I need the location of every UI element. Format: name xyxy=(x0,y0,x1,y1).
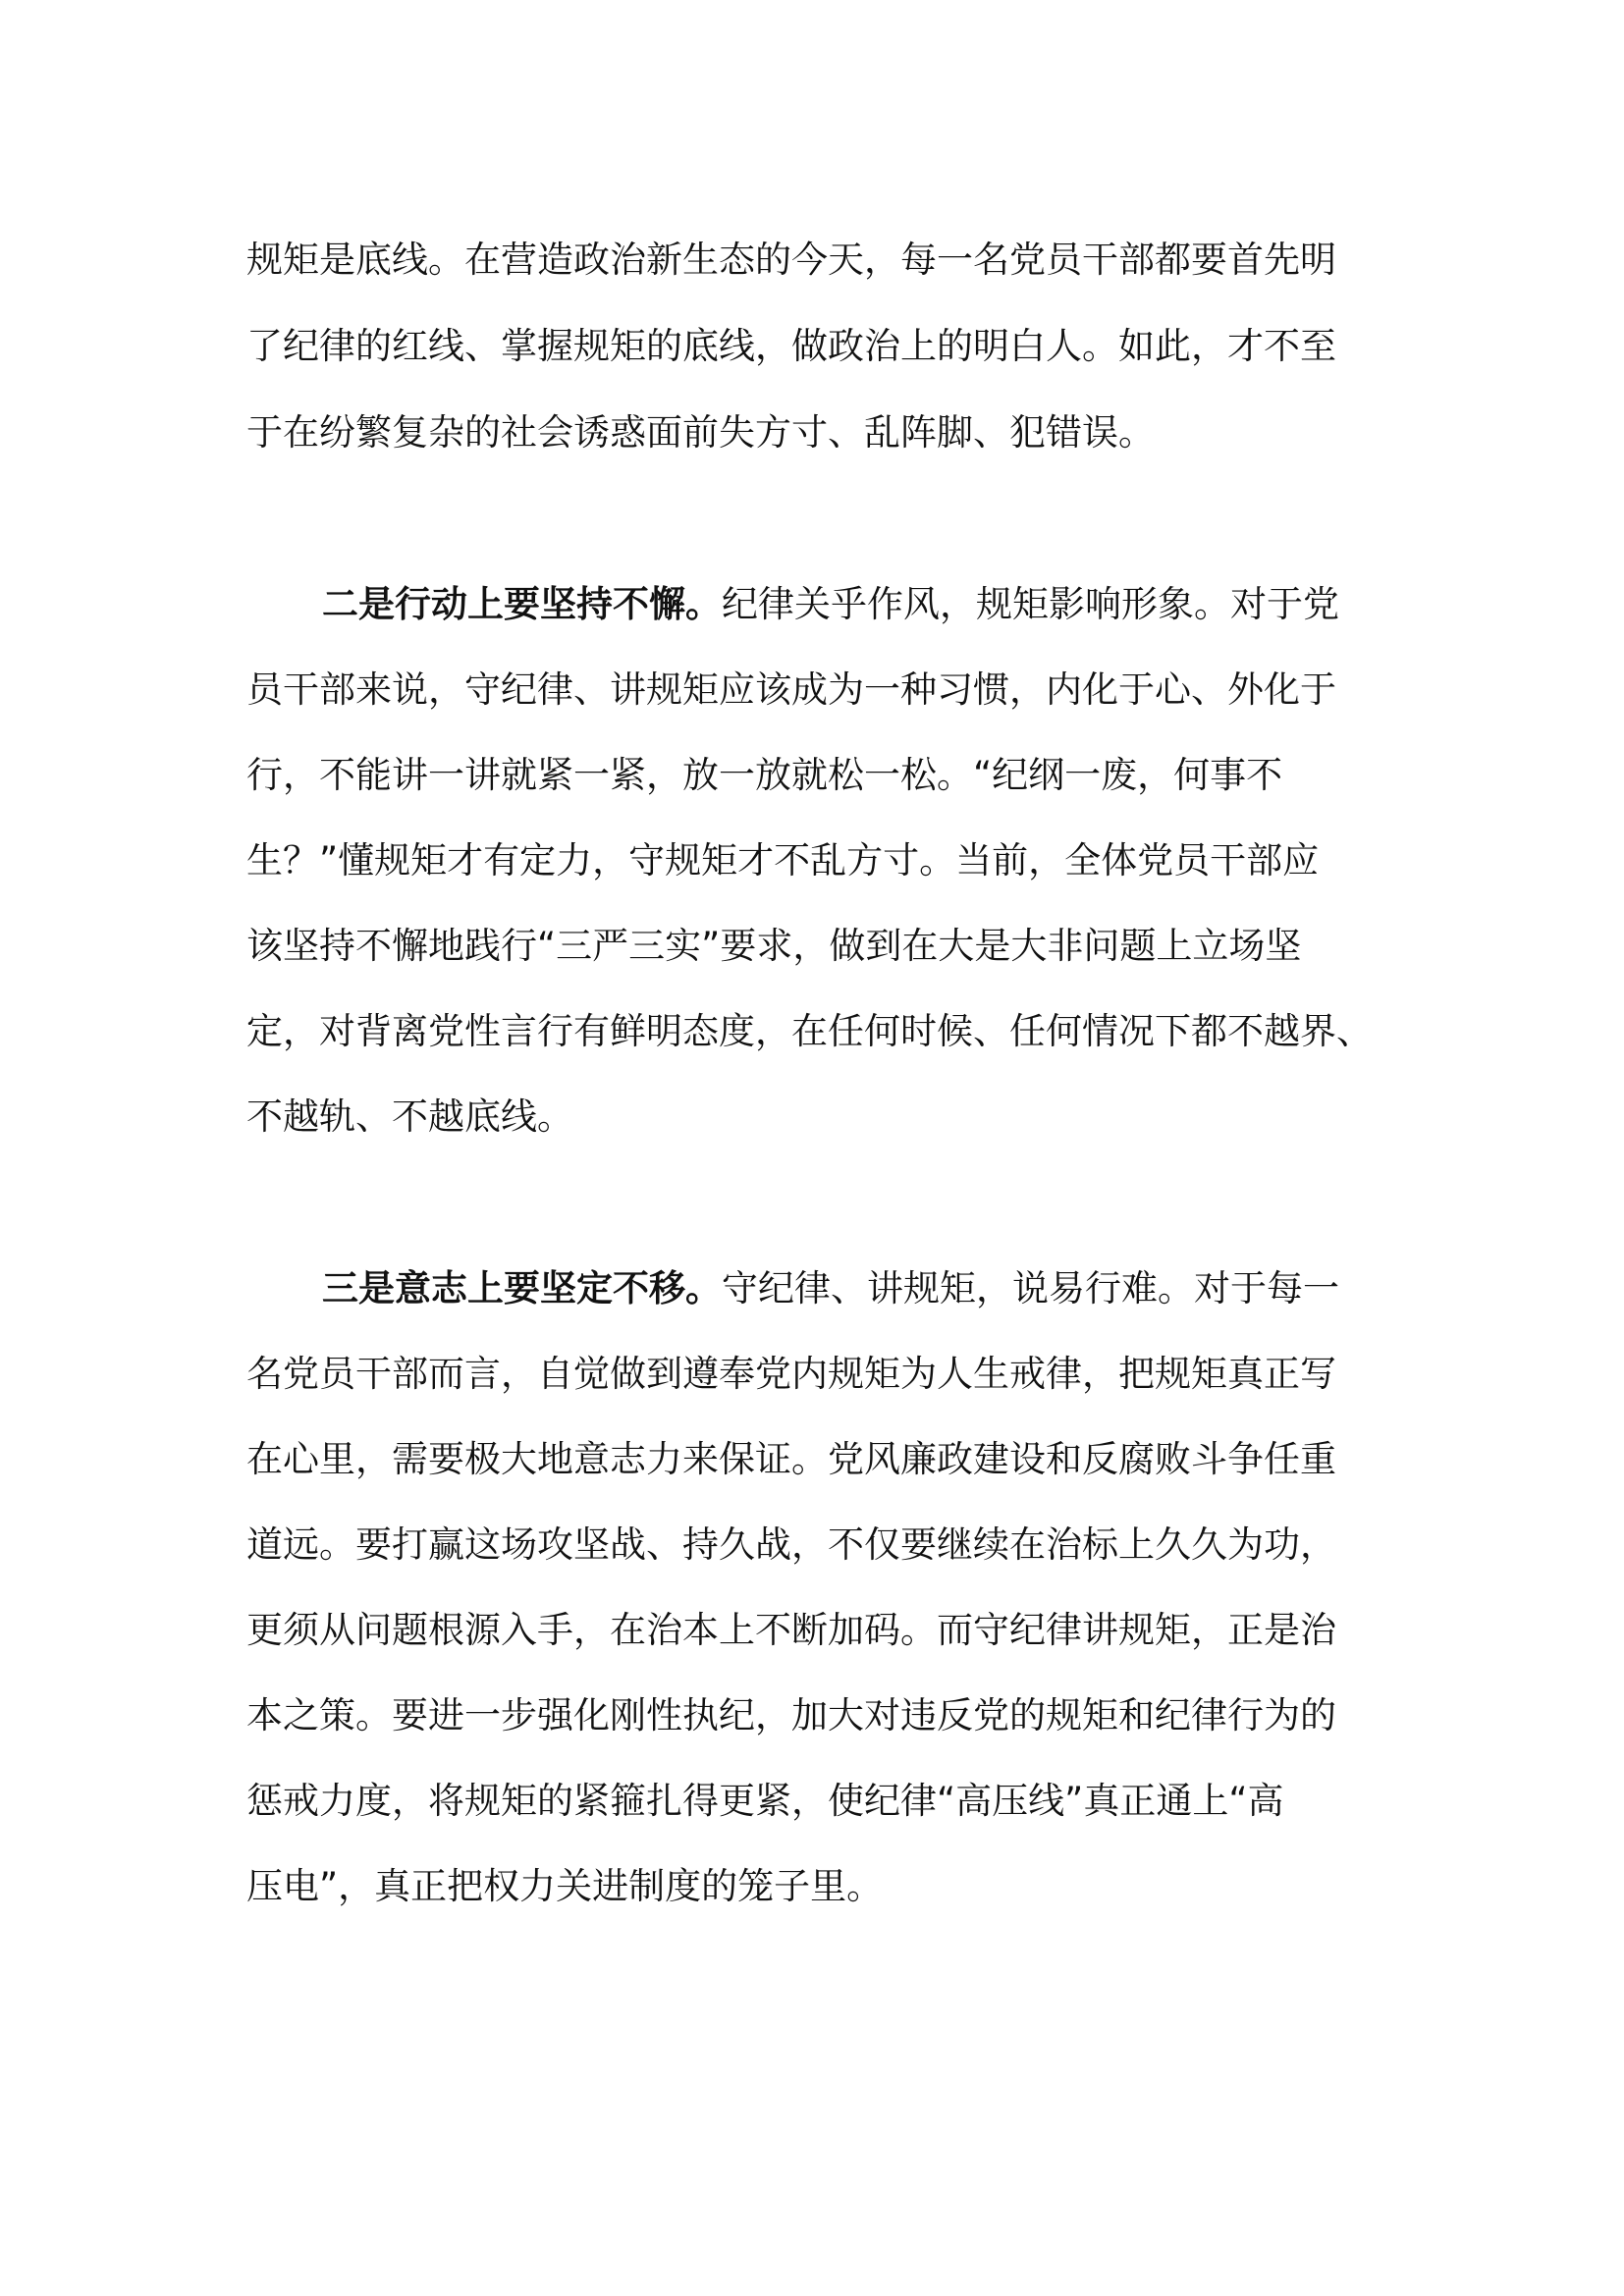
paragraph-3-heading: 三是意志上要坚定不移。 xyxy=(322,1267,722,1309)
paragraph-2-heading: 二是行动上要坚持不懈。 xyxy=(322,583,722,625)
paragraph-2-line-4: 生？”懂规矩才有定力，守规矩才不乱方寸。当前，全体党员干部应 xyxy=(246,839,1320,881)
paragraph-3-line-1 xyxy=(322,1264,1339,1313)
paragraph-2-line-2: 员干部来说，守纪律、讲规矩应该成为一种习惯，内化于心、外化于 xyxy=(246,668,1336,711)
paragraph-3-line-5: 更须从问题根源入手，在治本上不断加码。而守纪律讲规矩，正是治 xyxy=(246,1609,1336,1651)
paragraph-3-line-3: 在心里，需要极大地意志力来保证。党风廉政建设和反腐败斗争任重 xyxy=(246,1438,1336,1480)
paragraph-2-line-1-text: 纪律关乎作风，规矩影响形象。对于党 xyxy=(722,583,1339,625)
paragraph-3-line-2: 名党员干部而言，自觉做到遵奉党内规矩为人生戒律，把规矩真正写 xyxy=(246,1353,1336,1395)
paragraph-2-line-3: 行，不能讲一讲就紧一紧，放一放就松一松。“纪纲一废，何事不 xyxy=(246,754,1283,796)
paragraph-1-line-2: 了纪律的红线、掌握规矩的底线，做政治上的明白人。如此，才不至 xyxy=(246,325,1336,367)
paragraph-2-line-1 xyxy=(322,580,1339,629)
paragraph-1-line-1: 规矩是底线。在营造政治新生态的今天，每一名党员干部都要首先明 xyxy=(246,239,1336,281)
paragraph-3-line-8: 压电”，真正把权力关进制度的笼子里。 xyxy=(246,1865,884,1907)
paragraph-1-line-3: 于在纷繁复杂的社会诱惑面前失方寸、乱阵脚、犯错误。 xyxy=(246,411,1155,454)
paragraph-2-line-7: 不越轨、不越底线。 xyxy=(246,1095,573,1138)
paragraph-2-line-6: 定，对背离党性言行有鲜明态度，在任何时候、任何情况下都不越界、 xyxy=(246,1010,1373,1052)
paragraph-3-line-4: 道远。要打赢这场攻坚战、持久战，不仅要继续在治标上久久为功， xyxy=(246,1523,1336,1566)
paragraph-2-line-5: 该坚持不懈地践行“三严三实”要求，做到在大是大非问题上立场坚 xyxy=(246,925,1302,967)
paragraph-3-line-7: 惩戒力度，将规矩的紧箍扎得更紧，使纪律“高压线”真正通上“高 xyxy=(246,1780,1284,1822)
paragraph-3-line-1-text: 守纪律、讲规矩，说易行难。对于每一 xyxy=(722,1267,1339,1309)
paragraph-3-line-6: 本之策。要进一步强化刚性执纪，加大对违反党的规矩和纪律行为的 xyxy=(246,1694,1336,1736)
